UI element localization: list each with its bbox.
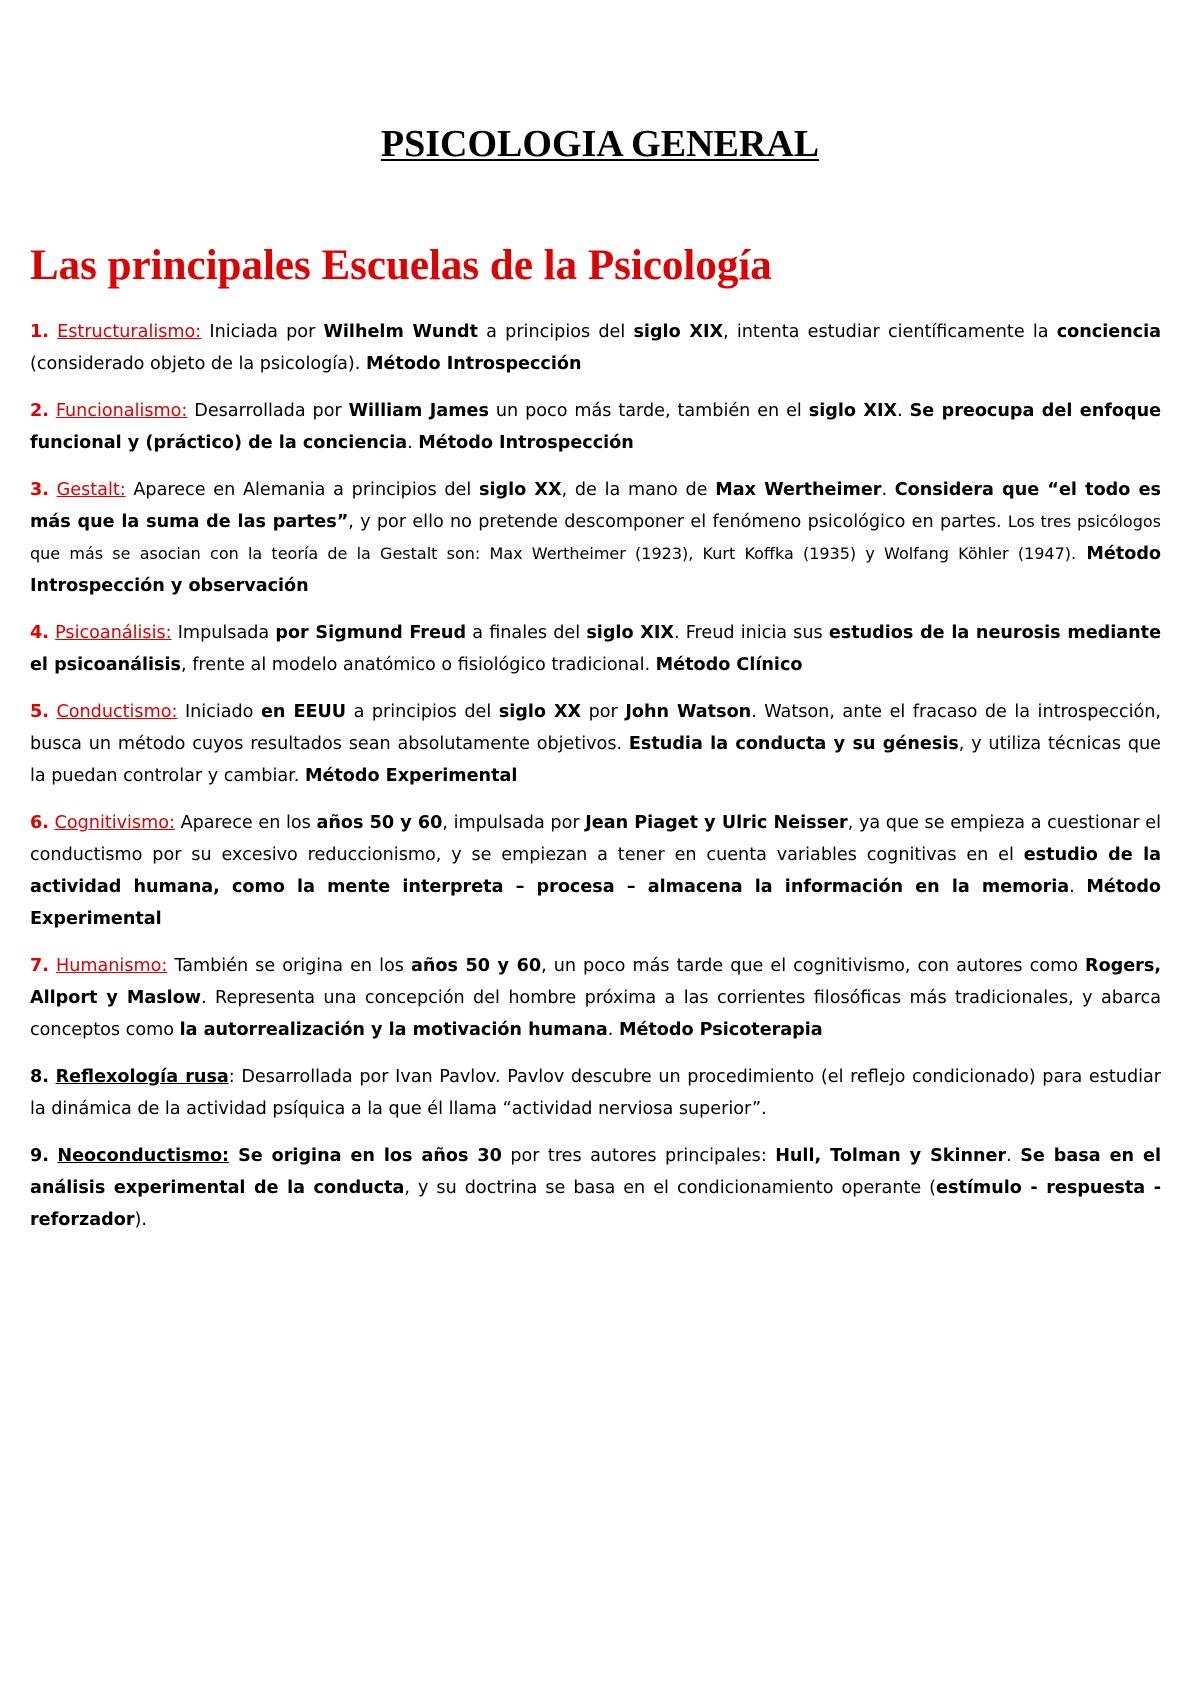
item-number: 6. bbox=[30, 813, 49, 833]
item-text: ). bbox=[134, 1210, 147, 1230]
list-item-funcionalismo bbox=[30, 395, 1161, 459]
item-method: Método Psicoterapia bbox=[618, 1020, 823, 1040]
item-text: . bbox=[881, 480, 895, 500]
item-bold: estudios de la neurosis mediante el psicoanálisis bbox=[30, 623, 1162, 675]
item-text: También se origina en los bbox=[167, 956, 411, 976]
item-name: Reflexología rusa bbox=[55, 1067, 229, 1087]
item-name: Funcionalismo: bbox=[55, 401, 188, 421]
item-bold: por Sigmund Freud bbox=[275, 623, 467, 643]
item-name: Cognitivismo: bbox=[54, 813, 175, 833]
item-number: 7. bbox=[30, 956, 49, 976]
item-bold: siglo XIX bbox=[633, 322, 724, 342]
list-item-reflexologia bbox=[30, 1061, 1161, 1125]
item-number: 8. bbox=[30, 1067, 49, 1087]
item-bold: Wilhelm Wundt bbox=[323, 322, 478, 342]
item-text: , de la mano de bbox=[561, 480, 716, 500]
item-text: . bbox=[1006, 1146, 1021, 1166]
item-text: Aparece en los bbox=[174, 813, 317, 833]
list-item-humanismo bbox=[30, 950, 1161, 1046]
item-bold: estudio de la actividad humana, como la mente interpreta – procesa – almacena la información en la memoria bbox=[30, 845, 1161, 897]
item-bold: años 30 bbox=[421, 1146, 502, 1166]
item-bold: siglo XIX bbox=[808, 401, 898, 421]
schools-list bbox=[30, 316, 1161, 1251]
item-bold: William James bbox=[348, 401, 489, 421]
item-name: Psicoanálisis: bbox=[55, 623, 172, 643]
list-item-conductismo bbox=[30, 696, 1161, 792]
item-text: por tres autores principales: bbox=[501, 1146, 776, 1166]
item-number: 9. bbox=[30, 1146, 49, 1166]
item-bold: siglo XIX bbox=[586, 623, 674, 643]
item-method: Método Experimental bbox=[30, 877, 1161, 929]
list-item-cognitivismo bbox=[30, 807, 1161, 935]
item-number: 2. bbox=[30, 401, 49, 421]
item-bold: la autorrealización y la motivación humana bbox=[179, 1020, 608, 1040]
item-text: Desarrollada por bbox=[187, 401, 349, 421]
item-text: Iniciado bbox=[177, 702, 261, 722]
item-bold: años 50 y 60 bbox=[316, 813, 443, 833]
item-number: 1. bbox=[30, 322, 49, 342]
section-heading: Las principales Escuelas de la Psicología bbox=[30, 242, 772, 289]
item-text: . bbox=[607, 1020, 619, 1040]
list-item-gestalt bbox=[30, 474, 1161, 602]
item-name: Estructuralismo: bbox=[57, 322, 202, 342]
item-bold: John Watson bbox=[625, 702, 752, 722]
list-item-neoconductismo bbox=[30, 1140, 1161, 1236]
item-name: Neoconductismo: bbox=[57, 1146, 230, 1166]
item-text: , y su doctrina se basa en el condicionamiento operante ( bbox=[404, 1178, 937, 1198]
item-bold: Hull, Tolman y Skinner bbox=[775, 1146, 1007, 1166]
item-bold: Se preocupa del enfoque funcional y (práctico) de la conciencia bbox=[30, 401, 1162, 453]
item-text: . Representa una concepción del hombre próxima a las corrientes filosóficas más tradicionales, y abarca conceptos como bbox=[30, 988, 1162, 1040]
item-small-text: Los tres psicólogos que más se asocian con la teoría de la Gestalt son: Max Wertheimer (1923), Kurt Koffka (1935) y Wolfang Köhler (1947). bbox=[30, 512, 1161, 563]
item-text: . Watson, ante el fracaso de la introspección, busca un método cuyos resultados sean absolutamente objetivos. bbox=[30, 702, 1162, 754]
item-text: , y utiliza técnicas que la puedan controlar y cambiar. bbox=[30, 734, 1161, 786]
document-title: PSICOLOGIA GENERAL bbox=[380, 123, 820, 165]
item-text: por bbox=[581, 702, 626, 722]
item-text: Aparece en Alemania a principios del bbox=[125, 480, 479, 500]
item-number: 4. bbox=[30, 623, 49, 643]
item-name: Gestalt: bbox=[56, 480, 126, 500]
item-text: : Desarrollada por Ivan Pavlov. Pavlov descubre un procedimiento (el reflejo condicionado) para estudiar la dinámica de la actividad psíquica a la que él llama “actividad nerviosa superior”. bbox=[30, 1067, 1162, 1119]
item-text: Impulsada bbox=[171, 623, 276, 643]
item-text: , frente al modelo anatómico o fisiológico tradicional. bbox=[181, 655, 656, 675]
list-item-estructuralismo bbox=[30, 316, 1161, 380]
item-text: , intenta estudiar científicamente la bbox=[723, 322, 1057, 342]
item-text: . bbox=[1069, 877, 1087, 897]
item-text: , un poco más tarde que el cognitivismo, con autores como bbox=[541, 956, 1086, 976]
item-bold: Se basa en el análisis experimental de la conducta bbox=[30, 1146, 1161, 1198]
item-text: . bbox=[897, 401, 910, 421]
item-bold: Estudia la conducta y su génesis bbox=[628, 734, 959, 754]
item-bold: Jean Piaget y Ulric Neisser bbox=[585, 813, 848, 833]
item-text: , ya que se empieza a cuestionar el conductismo por su excesivo reduccionismo, y se empiezan a tener en cuenta variables cognitivas en el bbox=[30, 813, 1162, 865]
item-bold: años 50 y 60 bbox=[410, 956, 542, 976]
item-text: a principios del bbox=[346, 702, 499, 722]
item-text: . Freud inicia sus bbox=[673, 623, 829, 643]
item-text: , y por ello no pretende descomponer el fenómeno psicológico en partes. bbox=[348, 512, 1008, 532]
item-text: (considerado objeto de la psicología). bbox=[30, 354, 366, 374]
item-number: 3. bbox=[30, 480, 49, 500]
item-name: Humanismo: bbox=[55, 956, 168, 976]
item-method: Método Experimental bbox=[304, 766, 518, 786]
item-bold: Considera que “el todo es más que la suma de las partes” bbox=[30, 480, 1162, 532]
item-bold: Rogers, Allport y Maslow bbox=[30, 956, 1162, 1008]
item-method: Método Clínico bbox=[655, 655, 803, 675]
item-text: Iniciada por bbox=[201, 322, 324, 342]
item-bold: en EEUU bbox=[260, 702, 347, 722]
item-text: . bbox=[407, 433, 419, 453]
item-text: , impulsada por bbox=[442, 813, 586, 833]
item-method: Método Introspección y observación bbox=[30, 544, 1161, 596]
item-bold: siglo XX bbox=[498, 702, 582, 722]
item-text: a finales del bbox=[466, 623, 587, 643]
item-method: Método Introspección bbox=[418, 433, 634, 453]
item-bold: estímulo - respuesta - reforzador bbox=[30, 1178, 1161, 1230]
item-text: un poco más tarde, también en el bbox=[488, 401, 809, 421]
item-text: a principios del bbox=[477, 322, 634, 342]
item-bold: Max Wertheimer bbox=[715, 480, 882, 500]
item-bold: conciencia bbox=[1056, 322, 1162, 342]
item-number: 5. bbox=[30, 702, 49, 722]
item-bold: siglo XX bbox=[478, 480, 562, 500]
item-name: Conductismo: bbox=[56, 702, 178, 722]
item-method: Método Introspección bbox=[365, 354, 582, 374]
list-item-psicoanalisis bbox=[30, 617, 1161, 681]
item-bold: Se origina en los bbox=[229, 1146, 422, 1166]
